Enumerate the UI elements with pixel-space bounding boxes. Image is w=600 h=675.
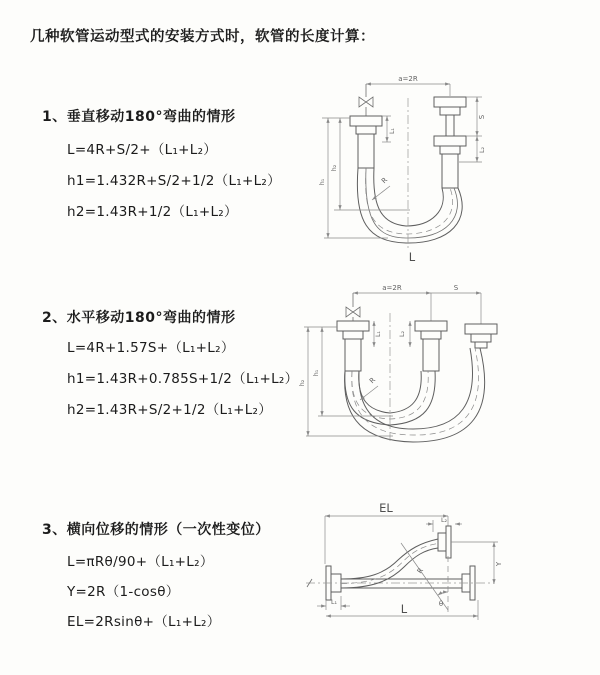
section-3-formula-EL: EL=2Rsinθ+（L₁+L₂） (67, 614, 221, 630)
section-2-formula-L: L=4R+1.57S+（L₁+L₂） (67, 340, 235, 356)
dim-h1-label: h₁ (313, 369, 320, 377)
dim-l-label: L (400, 602, 408, 616)
dim-l1-label: L₁ (375, 330, 382, 338)
radius-label: R (368, 376, 378, 386)
dim-a2r-label: a=2R (398, 75, 418, 83)
dim-h2-label: h₂ (331, 164, 338, 172)
diagram-vertical-180-bend (298, 70, 590, 265)
displaced-flange (438, 526, 451, 558)
diagram-lateral-displacement (298, 498, 598, 660)
section-3-formula-L: L=πRθ/90+（L₁+L₂） (67, 554, 214, 570)
section-2-formula-h1: h1=1.43R+0.785S+1/2（L₁+L₂） (67, 371, 299, 387)
section-1-formula-h1: h1=1.432R+S/2+1/2（L₁+L₂） (67, 173, 281, 189)
section-3-heading: 3、横向位移的情形（一次性变位） (42, 522, 270, 538)
radius-label: R (415, 566, 426, 576)
length-label: L (408, 250, 416, 264)
page-title: 几种软管运动型式的安装方式时，软管的长度计算： (30, 29, 375, 45)
dim-s-label: S (478, 114, 486, 120)
dim-y-label: Y (495, 561, 503, 567)
diagram-horizontal-180-bend (298, 281, 600, 479)
dim-l1-label: L₁ (389, 127, 396, 135)
right-fitting-upper (434, 97, 466, 136)
dim-l1-label: L₁ (330, 599, 338, 606)
section-1-formula-h2: h2=1.43R+1/2（L₁+L₂） (67, 204, 238, 220)
dim-h1-label: h₁ (319, 178, 326, 186)
left-fitting (337, 321, 369, 371)
right-fitting (465, 324, 497, 348)
dim-l2-label: L₂ (440, 517, 448, 524)
radius-label: R (380, 176, 390, 186)
dim-h2-label: h₂ (299, 379, 306, 387)
valve-icon (346, 293, 360, 321)
valve-icon (359, 84, 373, 116)
section-3-formula-Y: Y=2R（1-cosθ） (67, 584, 180, 600)
middle-fitting (415, 321, 447, 371)
section-1-formula-L: L=4R+S/2+（L₁+L₂） (67, 142, 218, 158)
dim-l2-label: L₂ (399, 330, 406, 338)
dim-el-label: EL (379, 501, 393, 515)
dim-s-label: S (453, 284, 459, 292)
section-2-formula-h2: h2=1.43R+S/2+1/2（L₁+L₂） (67, 402, 273, 418)
left-fitting (350, 116, 382, 168)
dim-l2-label: L₂ (479, 146, 486, 154)
section-2-heading: 2、水平移动180°弯曲的情形 (42, 310, 236, 326)
section-1-heading: 1、垂直移动180°弯曲的情形 (42, 109, 236, 125)
dim-a2r-label: a=2R (382, 284, 402, 292)
angle-theta-label: θ (438, 600, 444, 608)
